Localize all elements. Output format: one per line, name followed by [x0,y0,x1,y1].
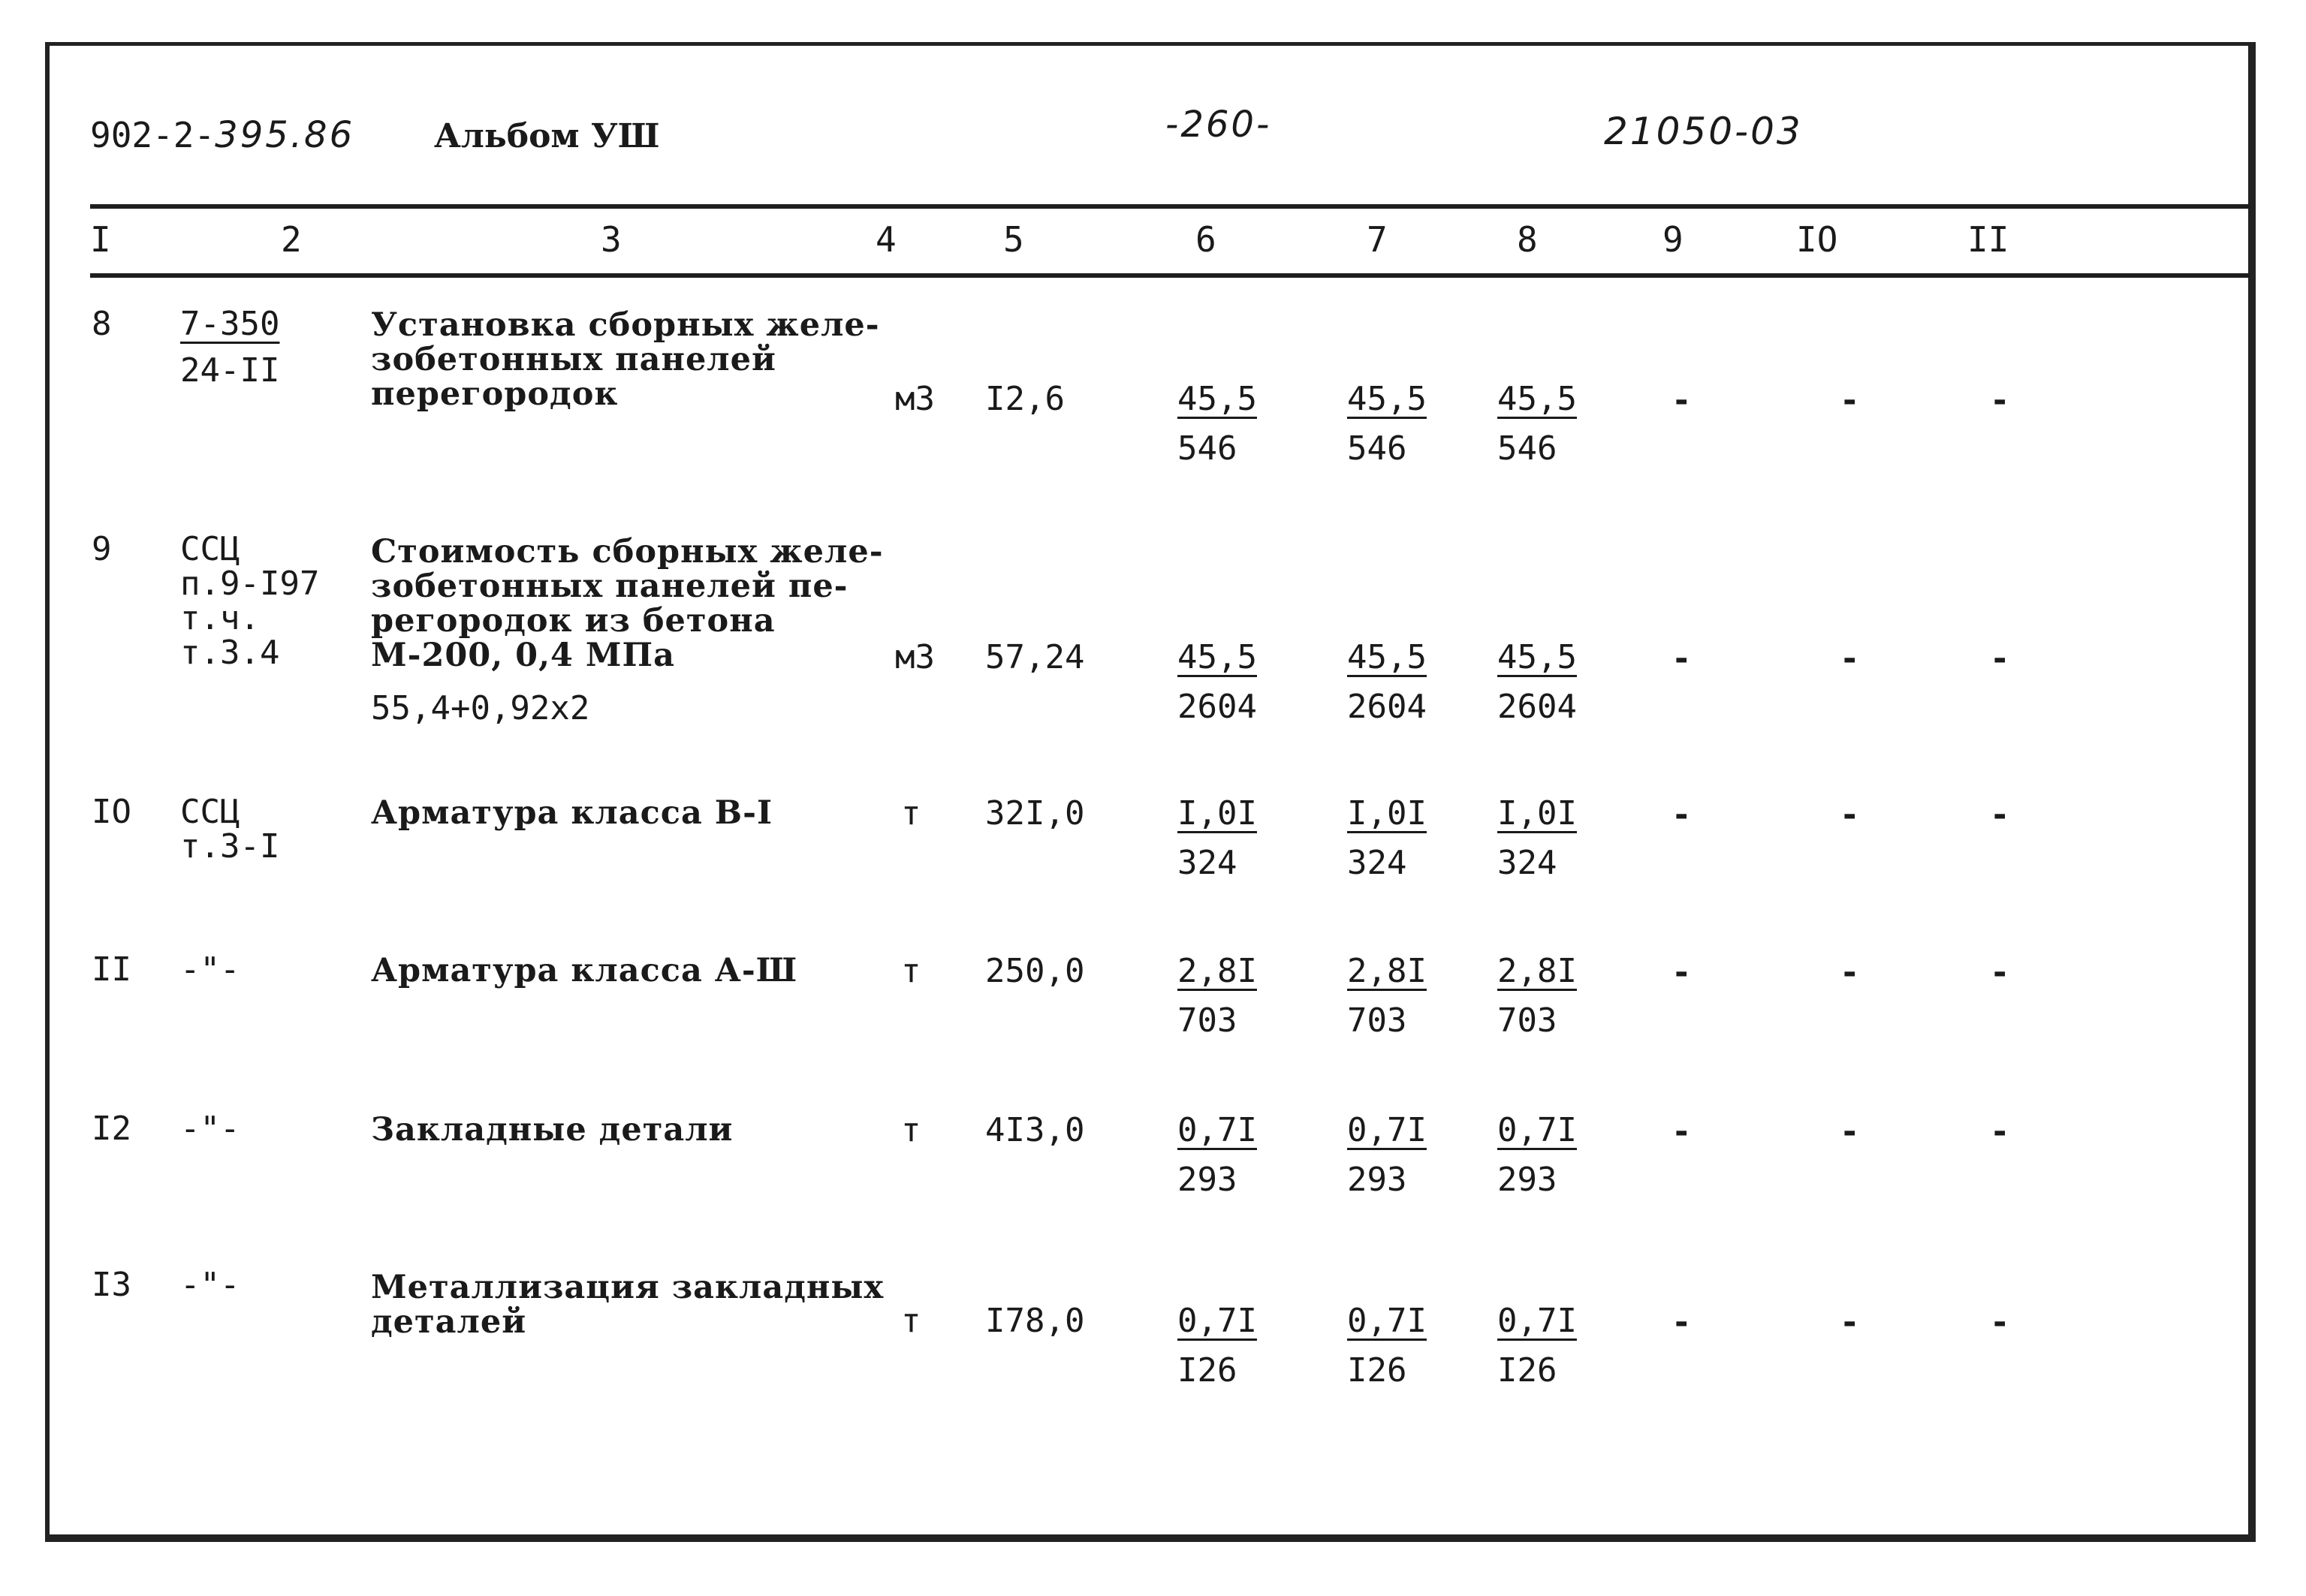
total-value: 703 [1497,1001,1557,1040]
document-code [90,114,354,156]
doc-number: 21050-03 [1604,110,1803,153]
empty-cell-dash: - [1840,640,1860,678]
total-value: 324 [1177,844,1237,882]
norm-value: 45,5 [1177,380,1257,418]
empty-cell-dash: - [1840,953,1860,992]
total-value: 293 [1497,1161,1557,1199]
empty-cell-dash: - [1840,1303,1860,1342]
norm-value: 45,5 [1177,638,1257,676]
ref-line: т.3.4 [180,634,280,672]
quantity: 4I3,0 [985,1111,1085,1149]
header-rule-top [90,204,2250,209]
col-header-8: 8 [1517,219,1538,260]
empty-cell-dash: - [1671,640,1692,678]
norm-value: I,0I [1347,794,1427,833]
total-value: 2604 [1347,688,1427,726]
norm-value: 45,5 [1347,638,1427,676]
col-header-3: 3 [601,219,622,260]
ref-line: п.9-I97 [180,565,320,603]
total-value: 546 [1347,429,1407,468]
ref-line: т.3-I [180,827,280,866]
empty-cell-dash: - [1671,1113,1692,1151]
norm-value: 0,7I [1497,1111,1577,1149]
description-line: Закладные детали [371,1111,734,1149]
col-header-4: 4 [876,219,897,260]
empty-cell-dash: - [1671,381,1692,420]
total-value: 324 [1497,844,1557,882]
norm-value: I,0I [1497,794,1577,833]
unit: т [901,1111,921,1149]
empty-cell-dash: - [1840,1113,1860,1151]
total-value: 293 [1347,1161,1407,1199]
col-header-2: 2 [281,219,302,260]
empty-cell-dash: - [1671,953,1692,992]
quantity: 250,0 [985,952,1085,990]
norm-value: 45,5 [1347,380,1427,418]
album-label: Альбом УШ [434,117,660,155]
norm-value: 0,7I [1177,1111,1257,1149]
description-line: деталей [371,1303,527,1341]
row-number: II [92,950,131,989]
empty-cell-dash: - [1671,796,1692,834]
row-number: I3 [92,1266,131,1304]
total-value: 546 [1497,429,1557,468]
norm-value: 2,8I [1347,952,1427,990]
page-number: -260- [1165,104,1272,146]
col-header-1: I [90,219,111,260]
total-value: 703 [1177,1001,1237,1040]
ref-line: ССЦ [180,530,240,568]
ref-line: 7-350 [180,305,280,343]
empty-cell-dash: - [1990,1113,2010,1151]
total-value: I26 [1177,1351,1237,1390]
quantity: I2,6 [985,380,1065,418]
empty-cell-dash: - [1840,381,1860,420]
norm-value: 45,5 [1497,638,1577,676]
col-header-5: 5 [1003,219,1024,260]
col-header-7: 7 [1367,219,1388,260]
norm-value: 2,8I [1497,952,1577,990]
row-number: I2 [92,1110,131,1148]
ref-line: ССЦ [180,793,240,831]
description-line: перегородок [371,375,619,413]
norm-value: 0,7I [1347,1111,1427,1149]
empty-cell-dash: - [1990,953,2010,992]
empty-cell-dash: - [1990,640,2010,678]
col-header-10: IO [1796,219,1838,260]
total-value: 293 [1177,1161,1237,1199]
col-header-11: II [1967,219,2009,260]
description-line: Установка сборных желе- [371,306,880,344]
total-value: 2604 [1497,688,1577,726]
description-line: Металлизация закладных [371,1269,885,1306]
ref-line: т.ч. [180,599,260,637]
col-header-6: 6 [1195,219,1216,260]
total-value: I26 [1497,1351,1557,1390]
description-line: регородок из бетона [371,602,776,640]
quantity: I78,0 [985,1302,1085,1340]
description-line: Арматура класса А-Ш [371,952,798,989]
quantity: 32I,0 [985,794,1085,833]
empty-cell-dash: - [1840,796,1860,834]
total-value: 546 [1177,429,1237,468]
description-line: М-200, 0,4 МПа [371,637,675,674]
quantity: 57,24 [985,638,1085,676]
unit: т [901,794,921,833]
ditto-mark: -"- [180,1266,240,1304]
document-code-handwritten: 395.86 [215,114,355,156]
norm-value: 45,5 [1497,380,1577,418]
norm-value: 0,7I [1177,1302,1257,1340]
norm-value: 2,8I [1177,952,1257,990]
ref-line [180,306,279,342]
document-code-prefix: 902-2- [90,115,216,155]
description-line: Арматура класса В-I [371,794,773,832]
ditto-mark: -"- [180,950,240,989]
description-line: зобетонных панелей пе- [371,568,849,605]
norm-value: 0,7I [1347,1302,1427,1340]
total-value: 2604 [1177,688,1257,726]
row-number: IO [92,793,131,831]
unit: м3 [895,380,935,418]
unit: м3 [895,638,935,676]
unit: т [901,952,921,990]
total-value: 324 [1347,844,1407,882]
empty-cell-dash: - [1990,1303,2010,1342]
row-number: 9 [92,530,112,568]
col-header-9: 9 [1662,219,1684,260]
norm-value: 0,7I [1497,1302,1577,1340]
total-value: 703 [1347,1001,1407,1040]
ref-line: 24-II [180,351,280,390]
empty-cell-dash: - [1990,796,2010,834]
header-rule-bottom [90,273,2250,278]
empty-cell-dash: - [1990,381,2010,420]
description-line: зобетонных панелей [371,341,776,378]
description-line: Стоимость сборных желе- [371,533,884,571]
ditto-mark: -"- [180,1110,240,1148]
unit: т [901,1302,921,1340]
row-number: 8 [92,305,112,343]
total-value: I26 [1347,1351,1407,1390]
norm-value: I,0I [1177,794,1257,833]
description-formula: 55,4+0,92х2 [371,689,590,727]
empty-cell-dash: - [1671,1303,1692,1342]
